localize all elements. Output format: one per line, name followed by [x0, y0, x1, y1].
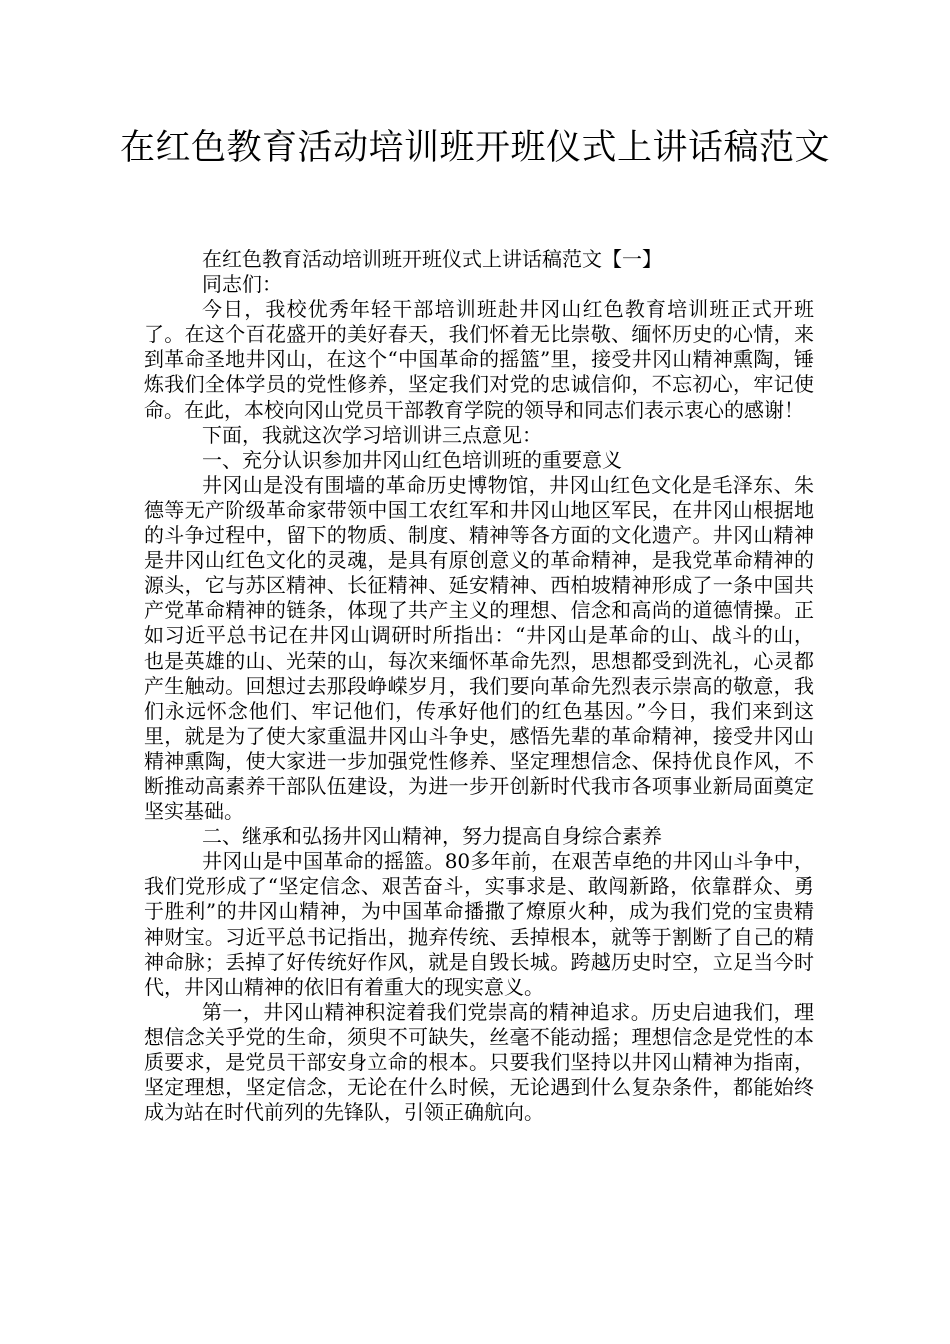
body-paragraph: 井冈山是中国革命的摇篮。80多年前，在艰苦卓绝的井冈山斗争中，我们党形成了“坚定信念、艰苦奋斗，实事求是、敢闯新路，依靠群众、勇于胜利”的井冈山精神，为中国革命播撒了燎原火种，成为我们党的宝贵精神财宝。习近平总书记指出，抛弃传统、丢掉根本，就等于割断了自己的精神命脉；丢掉了好传统好作风，就是自毁长城。跨越历史时空，立足当今时代，井冈山精神的依旧有着重大的现实意义。	[144, 849, 814, 999]
subsection-heading: 一、充分认识参加井冈山红色培训班的重要意义	[202, 447, 622, 472]
subsection-heading: 二、继承和弘扬井冈山精神，努力提高自身综合素养	[202, 824, 662, 849]
salutation: 同志们：	[202, 272, 282, 297]
document-body	[144, 247, 814, 1125]
section-heading: 在红色教育活动培训班开班仪式上讲话稿范文【一】	[202, 247, 662, 271]
body-paragraph: 今日，我校优秀年轻干部培训班赴井冈山红色教育培训班正式开班了。在这个百花盛开的美好春天，我们怀着无比崇敬、缅怀历史的心情，来到革命圣地井冈山，在这个“中国革命的摇篮”里，接受井冈山精神熏陶，锤炼我们全体学员的党性修养，坚定我们对党的忠诚信仰，不忘初心，牢记使命。在此，本校向冈山党员干部教育学院的领导和同志们表示衷心的感谢！	[144, 297, 814, 422]
document-title: 在红色教育活动培训班开班仪式上讲话稿范文	[120, 128, 831, 168]
body-paragraph: 下面，我就这次学习培训讲三点意见：	[202, 422, 542, 447]
body-paragraph: 第一，井冈山精神积淀着我们党崇高的精神追求。历史启迪我们，理想信念关乎党的生命，须臾不可缺失，丝毫不能动摇；理想信念是党性的本质要求，是党员干部安身立命的根本。只要我们坚持以井冈山精神为指南，坚定理想，坚定信念，无论在什么时候，无论遇到什么复杂条件，都能始终成为站在时代前列的先锋队，引领正确航向。	[144, 999, 814, 1125]
body-paragraph: 井冈山是没有围墙的革命历史博物馆，井冈山红色文化是毛泽东、朱德等无产阶级革命家带领中国工农红军和井冈山地区军民，在井冈山根据地的斗争过程中，留下的物质、制度、精神等各方面的文化遗产。井冈山精神是井冈山红色文化的灵魂，是具有原创意义的革命精神，是我党革命精神的源头，它与苏区精神、长征精神、延安精神、西柏坡精神形成了一条中国共产党革命精神的链条，体现了共产主义的理想、信念和高尚的道德情操。正如习近平总书记在井冈山调研时所指出：“井冈山是革命的山、战斗的山，也是英雄的山、光荣的山，每次来缅怀革命先烈，思想都受到洗礼，心灵都产生触动。回想过去那段峥嵘岁月，我们要向革命先烈表示崇高的敬意，我们永远怀念他们、牢记他们，传承好他们的红色基因。”今日，我们来到这里，就是为了使大家重温井冈山斗争史，感悟先辈的革命精神，接受井冈山精神熏陶，使大家进一步加强党性修养、坚定理想信念、保持优良作风，不断推动高素养干部队伍建设，为进一步开创新时代我市各项事业新局面奠定坚实基础。	[144, 472, 814, 824]
